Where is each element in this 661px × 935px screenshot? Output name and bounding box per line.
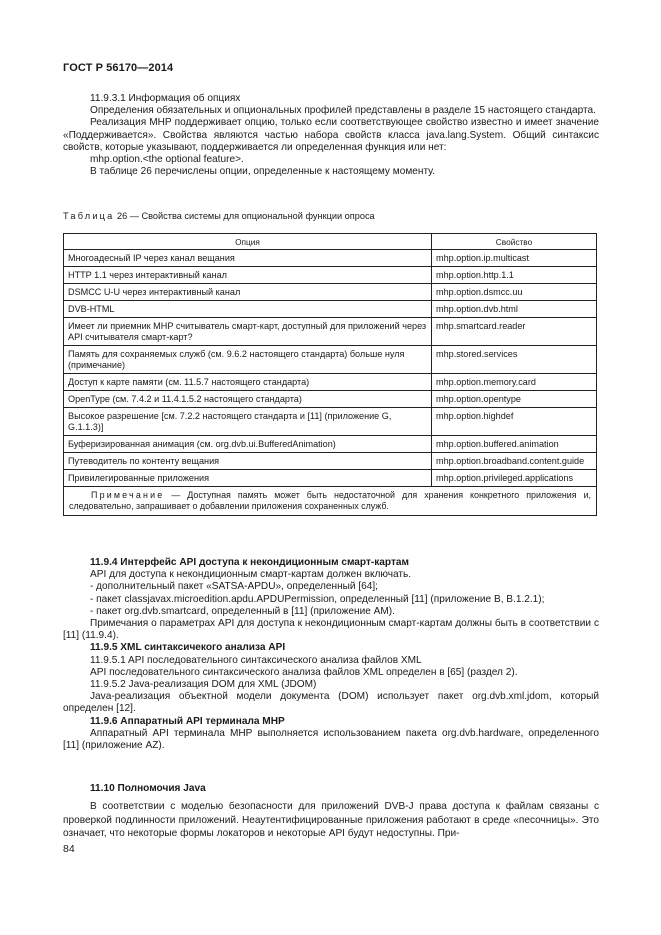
property-cell: mhp.option.memory.card: [432, 374, 597, 391]
table-row: [64, 470, 597, 487]
column-header-option: Опция: [64, 234, 432, 250]
options-table: [63, 233, 597, 516]
table-row: [64, 436, 597, 453]
option-cell: Память для сохраняемых служб (см. 9.6.2 настоящего стандарта) больше нуля (примечание): [64, 346, 432, 374]
option-cell: OpenType (см. 7.4.2 и 11.4.1.5.2 настоящего стандарта): [64, 391, 432, 408]
section-heading: 11.9.4 Интерфейс API доступа к некондиционным смарт-картам: [90, 557, 409, 568]
option-cell: Буферизированная анимация (см. org.dvb.ui.BufferedAnimation): [64, 436, 432, 453]
table-caption: [63, 211, 375, 221]
property-cell: mhp.option.ip.multicast: [432, 250, 597, 267]
section-11-9-4: [63, 557, 599, 752]
option-cell: Путеводитель по контенту вещания: [64, 453, 432, 470]
property-cell: mhp.option.broadband.content.guide: [432, 453, 597, 470]
table-note: [64, 487, 597, 516]
table-caption-label: Таблица: [63, 211, 115, 221]
paragraph: Примечания о параметрах API для доступа к некондиционным смарт-картам должны быть в соответствии с [11] (11.9.4).: [63, 618, 599, 642]
paragraph: API для доступа к некондиционным смарт-картам должен включать.: [90, 569, 412, 581]
option-cell: HTTP 1.1 через интерактивный канал: [64, 267, 432, 284]
subsection-title: 11.9.3.1 Информация об опциях: [90, 93, 241, 104]
property-cell: mhp.option.dvb.html: [432, 301, 597, 318]
list-item: - дополнительный пакет «SATSA-APDU», определенный [64];: [90, 581, 378, 593]
section-11-10: [63, 782, 599, 841]
note-text: — Доступная память может быть недостаточной для хранения конкретного приложения и, следовательно, запрашивает о добавлении приложения сохраненных служб.: [69, 490, 591, 511]
property-cell: mhp.option.highdef: [432, 408, 597, 436]
paragraph: mhp.option.<the optional feature>.: [90, 154, 244, 166]
table-row: [64, 408, 597, 436]
option-cell: Многоадесный IP через канал вещания: [64, 250, 432, 267]
option-cell: DSMCC U-U через интерактивный канал: [64, 284, 432, 301]
table-header-row: [64, 234, 597, 250]
paragraph: Java-реализация объектной модели документа (DOM) использует пакет org.dvb.xml.jdom, который определен [12].: [63, 691, 599, 715]
property-cell: mhp.option.buffered.animation: [432, 436, 597, 453]
option-cell: Высокое разрешение [см. 7.2.2 настоящего стандарта и [11] (приложение G, G.1.1.3)]: [64, 408, 432, 436]
table-row: [64, 301, 597, 318]
subsection-title: 11.9.5.1 API последовательного синтаксического анализа файлов XML: [90, 654, 422, 666]
table-note-row: [64, 487, 597, 516]
property-cell: mhp.option.dsmcc.uu: [432, 284, 597, 301]
paragraph: В соответствии с моделью безопасности для приложений DVB-J права доступа к файлам связаны с проверкой подлинности приложений. Неаутентифицированные приложения работают в среде «песочницы». Это означает, что некоторые формы локаторов и некоторые API будут недоступны. При-: [63, 801, 599, 840]
list-item: - пакет classjavax.microedition.apdu.APDUPermission, определенный [11] (приложение В, В.1.2.1);: [90, 593, 545, 605]
table-row: [64, 346, 597, 374]
document-header: ГОСТ Р 56170—2014: [63, 62, 174, 74]
option-cell: Имеет ли приемник МНР считыватель смарт-карт, доступный для приложений через API считывателя смарт-карт?: [64, 318, 432, 346]
paragraph: Реализация МНР поддерживает опцию, только если соответствующее свойство известно и имеет значение «Поддерживается». Свойства являются частью набора свойств класса java.lang.System. Общий синтаксис свойств, которые указывают, поддерживается ли определенная функция или нет:: [63, 117, 599, 153]
section-heading: 11.10 Полномочия Java: [90, 783, 206, 794]
option-cell: DVB-HTML: [64, 301, 432, 318]
property-cell: mhp.option.opentype: [432, 391, 597, 408]
property-cell: mhp.smartcard.reader: [432, 318, 597, 346]
property-cell: mhp.option.http.1.1: [432, 267, 597, 284]
option-cell: Привилегированные приложения: [64, 470, 432, 487]
table-row: [64, 391, 597, 408]
paragraph: В таблице 26 перечислены опции, определенные к настоящему моменту.: [90, 166, 436, 178]
property-cell: mhp.option.privileged.applications: [432, 470, 597, 487]
property-cell: mhp.stored.services: [432, 346, 597, 374]
table-row: [64, 284, 597, 301]
paragraph: Аппаратный API терминала МНР выполняется использованием пакета org.dvb.hardware, определенного [11] (приложение AZ).: [63, 727, 599, 752]
table-row: [64, 453, 597, 470]
subsection-title: 11.9.5.2 Java-реализация DOM для XML (JDOM): [90, 679, 317, 691]
table-row: [64, 318, 597, 346]
option-cell: Доступ к карте памяти (см. 11.5.7 настоящего стандарта): [64, 374, 432, 391]
paragraph: API последовательного синтаксического анализа файлов XML определен в [65] (раздел 2).: [90, 666, 518, 678]
list-item: - пакет org.dvb.smartcard, определенный в [11] (приложение АМ).: [90, 605, 395, 617]
paragraph: Определения обязательных и опциональных профилей представлены в разделе 15 настоящего стандарта.: [90, 105, 596, 117]
table-row: [64, 250, 597, 267]
note-label: Примечание: [91, 490, 165, 500]
column-header-property: Свойство: [432, 234, 597, 250]
table-row: [64, 374, 597, 391]
table-row: [64, 267, 597, 284]
section-heading: 11.9.5 XML синтаксичекого анализа API: [90, 642, 286, 654]
section-heading: 11.9.6 Аппаратный API терминала МНР: [90, 715, 285, 727]
page-number: 84: [63, 843, 75, 855]
section-11-9-3-1: [63, 93, 599, 178]
table-caption-text: 26 — Свойства системы для опциональной функции опроса: [114, 211, 375, 221]
